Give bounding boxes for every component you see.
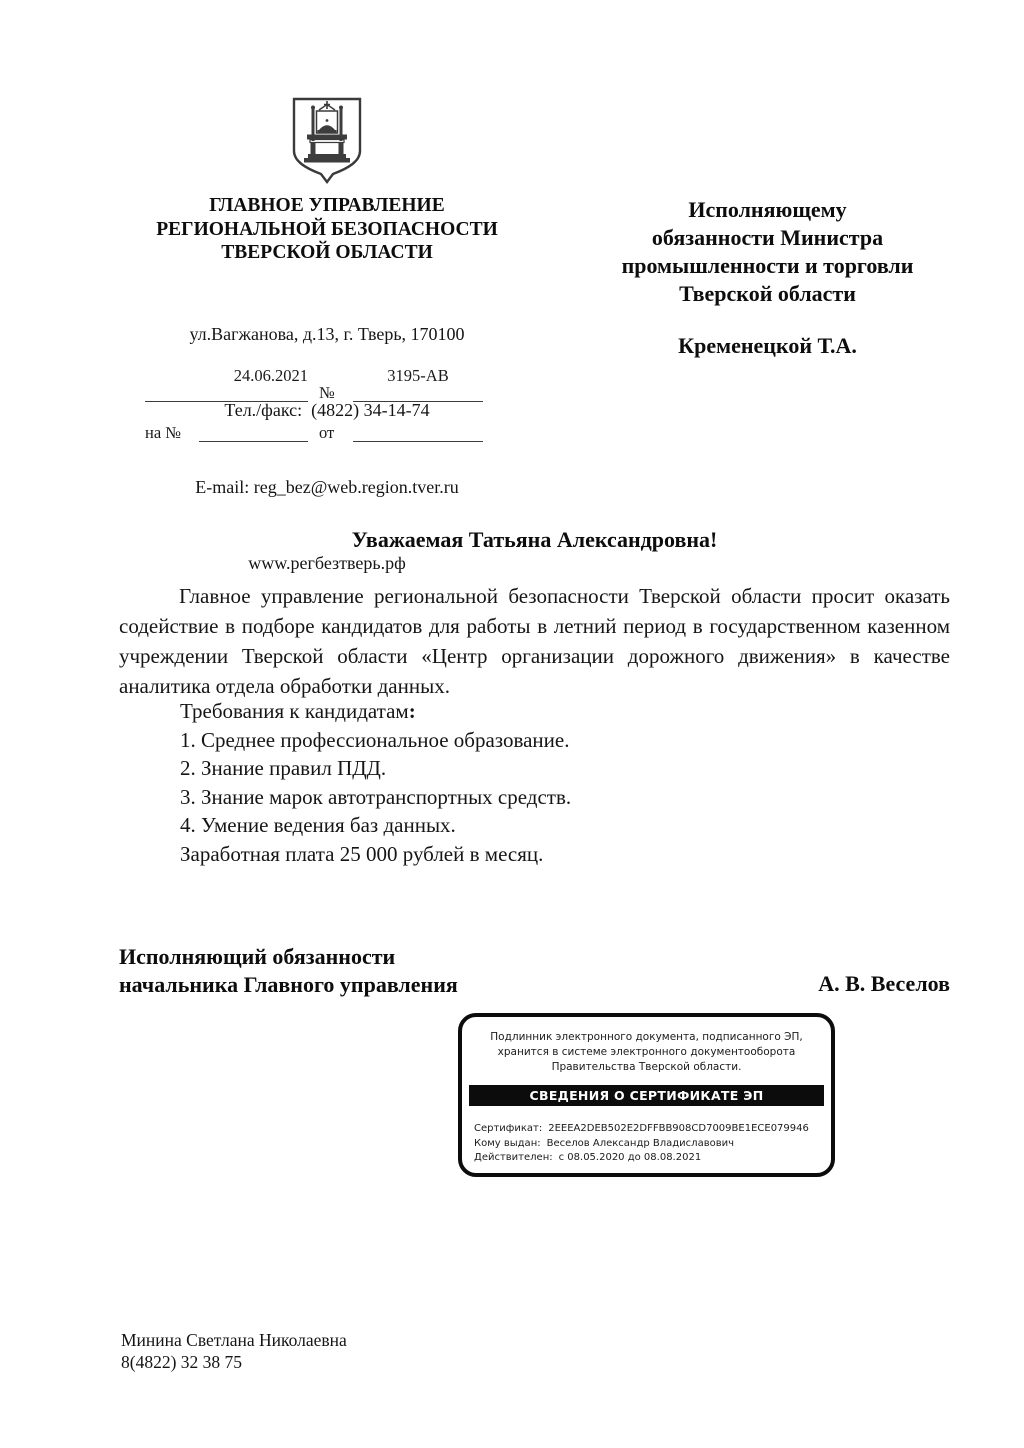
- organization-logo: [115, 0, 539, 190]
- stamp-description-line: хранится в системе электронного документооборота: [497, 1046, 796, 1058]
- certificate-label: Кому выдан:: [474, 1137, 541, 1149]
- reply-date-underline: [353, 441, 483, 442]
- requirement-item: 3. Знание марок автотранспортных средств.: [180, 784, 572, 809]
- reply-number-underline: [199, 441, 308, 442]
- date-underline: [145, 401, 308, 402]
- recipient-line: Тверской области: [679, 281, 856, 306]
- certificate-details: [474, 1122, 823, 1166]
- signer-position: [119, 943, 458, 999]
- requirement-item: 2. Знание правил ПДД.: [180, 756, 387, 781]
- number-sign: №: [319, 383, 335, 402]
- certificate-label: Сертификат:: [474, 1123, 543, 1134]
- reply-from-label: от: [319, 423, 335, 442]
- recipient-name: Кременецкой Т.А.: [678, 333, 857, 358]
- e-signature-stamp: [458, 1013, 835, 1177]
- stamp-description-line: Подлинник электронного документа, подписанного ЭП,: [490, 1031, 803, 1043]
- executor-phone: 8(4822) 32 38 75: [121, 1352, 243, 1372]
- signer-position-line: Исполняющий обязанности: [119, 944, 396, 969]
- certificate-row: [474, 1151, 823, 1166]
- requirements-title: Требования к кандидатам:: [180, 699, 416, 723]
- org-name-line: ТВЕРСКОЙ ОБЛАСТИ: [221, 242, 433, 263]
- certificate-value: 2EEEA2DEB502E2DFFBB908CD7009BE1ECE079946: [548, 1123, 809, 1134]
- certificate-label: Действителен:: [474, 1152, 553, 1163]
- organization-contacts: [115, 271, 539, 628]
- recipient-line: Исполняющему: [688, 197, 847, 222]
- recipient-line: обязанности Министра: [651, 225, 884, 250]
- certificate-row: [474, 1137, 823, 1152]
- org-name-line: РЕГИОНАЛЬНОЙ БЕЗОПАСНОСТИ: [156, 218, 498, 240]
- website-address: www.регбезтверь.рф: [248, 553, 406, 573]
- email-address: E-mail: reg_bez@web.region.tver.ru: [195, 476, 459, 497]
- body-paragraph: Главное управление региональной безопасности Тверской области просит оказать содействие в подборе кандидатов для работы в летний период в государственном казенном учреждении Тверской области «Центр организации дорожного движения» в качестве аналитика отдела обработки данных.: [119, 584, 950, 698]
- coat-of-arms-icon: [291, 97, 363, 185]
- recipient-block: [560, 196, 975, 360]
- certificate-header: СВЕДЕНИЯ О СЕРТИФИКАТЕ ЭП: [469, 1085, 824, 1106]
- number-underline: [353, 401, 483, 402]
- requirements-section: [119, 697, 950, 869]
- requirement-item: 1. Среднее профессиональное образование.: [180, 727, 570, 752]
- signer-name: А. В. Веселов: [818, 971, 950, 996]
- requirement-item: 4. Умение ведения баз данных.: [180, 813, 456, 838]
- executor-name: Минина Светлана Николаевна: [121, 1330, 347, 1350]
- signer-position-line: начальника Главного управления: [119, 972, 458, 997]
- org-name-line: ГЛАВНОЕ УПРАВЛЕНИЕ: [209, 195, 445, 216]
- phone-fax: Тел./факс: (4822) 34-14-74: [224, 400, 430, 420]
- recipient-line: промышленности и торговли: [621, 253, 914, 278]
- stamp-description-line: Правительства Тверской области.: [551, 1061, 742, 1073]
- stamp-description: [462, 1030, 831, 1075]
- document-number: 3195-АВ: [387, 366, 449, 385]
- certificate-value: Веселов Александр Владиславович: [546, 1137, 735, 1149]
- reply-to-number-label: на №: [145, 423, 182, 442]
- certificate-value: с 08.05.2020 до 08.08.2021: [558, 1152, 702, 1163]
- organization-name: [115, 194, 539, 265]
- postal-address: ул.Вагжанова, д.13, г. Тверь, 170100: [189, 323, 465, 344]
- salutation: Уважаемая Татьяна Александровна!: [351, 527, 718, 552]
- salary-line: Заработная плата 25 000 рублей в месяц.: [180, 841, 544, 866]
- certificate-row: [474, 1122, 823, 1137]
- document-date: 24.06.2021: [233, 366, 308, 385]
- executor-block: [121, 1329, 347, 1373]
